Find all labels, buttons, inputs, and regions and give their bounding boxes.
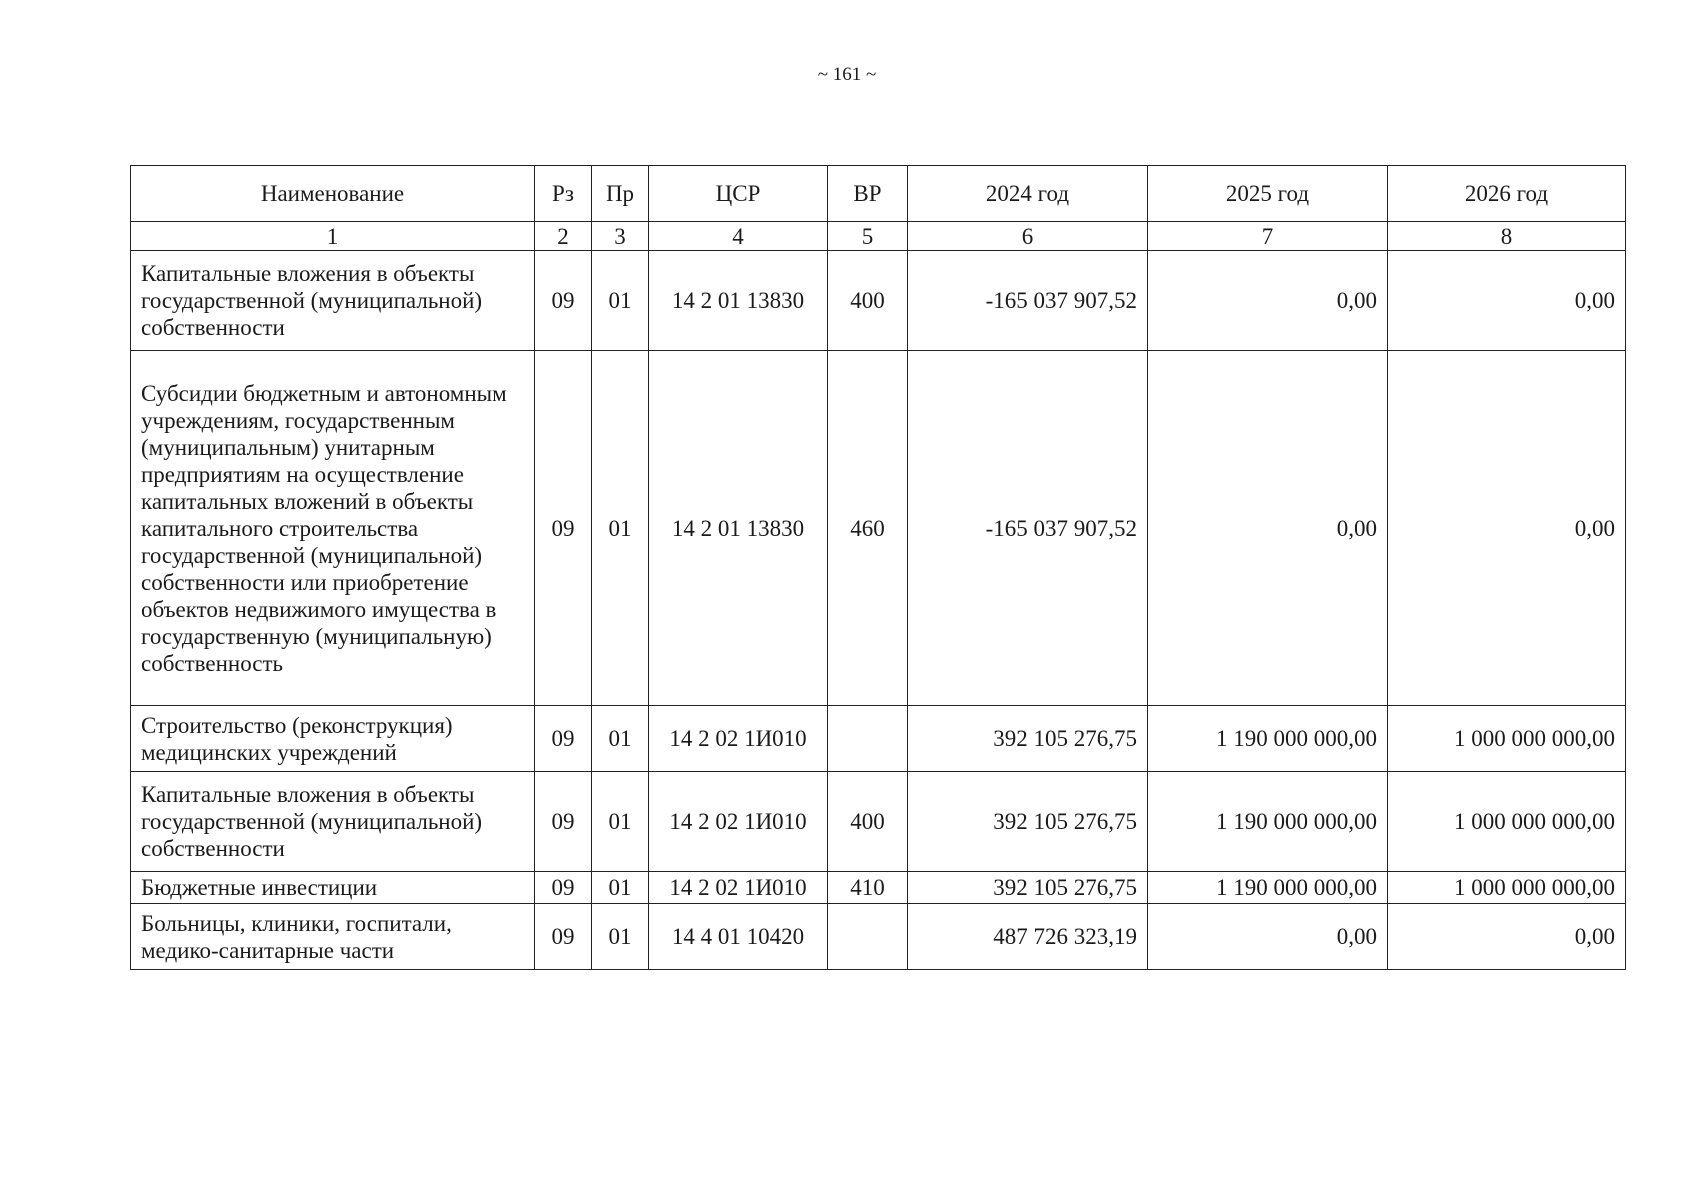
row-csr: 14 2 01 13830 (649, 251, 828, 351)
table-row (131, 706, 1626, 772)
row-pr: 01 (592, 904, 649, 970)
row-2026: 0,00 (1388, 904, 1626, 970)
row-2024: -165 037 907,52 (908, 251, 1148, 351)
row-2025: 0,00 (1148, 904, 1388, 970)
row-pr: 01 (592, 251, 649, 351)
row-rz: 09 (535, 351, 592, 706)
row-2026: 0,00 (1388, 351, 1626, 706)
row-2024: 392 105 276,75 (908, 872, 1148, 904)
row-pr: 01 (592, 706, 649, 772)
row-2024: 392 105 276,75 (908, 706, 1148, 772)
column-number: 8 (1388, 222, 1626, 251)
header-name: Наименование (131, 166, 535, 222)
column-number: 2 (535, 222, 592, 251)
row-name: Капитальные вложения в объекты государственной (муниципальной) собственности (131, 772, 535, 872)
row-pr: 01 (592, 772, 649, 872)
row-csr: 14 2 02 1И010 (649, 706, 828, 772)
row-pr: 01 (592, 872, 649, 904)
row-csr: 14 2 01 13830 (649, 351, 828, 706)
row-vr: 460 (828, 351, 908, 706)
table-row (131, 251, 1626, 351)
row-name: Бюджетные инвестиции (131, 872, 535, 904)
row-csr: 14 2 02 1И010 (649, 772, 828, 872)
row-rz: 09 (535, 706, 592, 772)
column-number: 4 (649, 222, 828, 251)
row-2024: 392 105 276,75 (908, 772, 1148, 872)
row-vr: 400 (828, 772, 908, 872)
column-number: 7 (1148, 222, 1388, 251)
row-2025: 1 190 000 000,00 (1148, 872, 1388, 904)
row-name: Больницы, клиники, госпитали, медико-санитарные части (131, 904, 535, 970)
row-pr: 01 (592, 351, 649, 706)
row-rz: 09 (535, 904, 592, 970)
header-rz: Рз (535, 166, 592, 222)
row-2026: 1 000 000 000,00 (1388, 706, 1626, 772)
column-number: 3 (592, 222, 649, 251)
row-2025: 0,00 (1148, 351, 1388, 706)
row-2025: 1 190 000 000,00 (1148, 772, 1388, 872)
row-name: Субсидии бюджетным и автономным учреждениям, государственным (муниципальным) унитарным предприятиям на осуществление капитальных вложений в объекты капитального строительства государственной (муниципальной) собственности или приобретение объектов недвижимого имущества в государственную (муниципальную) собственность (131, 351, 535, 706)
header-pr: Пр (592, 166, 649, 222)
row-rz: 09 (535, 251, 592, 351)
row-2024: -165 037 907,52 (908, 351, 1148, 706)
table-row (131, 872, 1626, 904)
column-number-row (131, 222, 1626, 251)
header-vr: ВР (828, 166, 908, 222)
header-row (131, 166, 1626, 222)
row-name: Капитальные вложения в объекты государственной (муниципальной) собственности (131, 251, 535, 351)
column-number: 1 (131, 222, 535, 251)
header-2024: 2024 год (908, 166, 1148, 222)
row-vr (828, 706, 908, 772)
row-csr: 14 2 02 1И010 (649, 872, 828, 904)
column-number: 5 (828, 222, 908, 251)
row-2025: 0,00 (1148, 251, 1388, 351)
table-row (131, 772, 1626, 872)
row-vr: 400 (828, 251, 908, 351)
row-rz: 09 (535, 872, 592, 904)
row-2024: 487 726 323,19 (908, 904, 1148, 970)
row-2026: 1 000 000 000,00 (1388, 772, 1626, 872)
header-2025: 2025 год (1148, 166, 1388, 222)
row-rz: 09 (535, 772, 592, 872)
row-vr (828, 904, 908, 970)
table-row (131, 904, 1626, 970)
row-name: Строительство (реконструкция) медицинских учреждений (131, 706, 535, 772)
row-2025: 1 190 000 000,00 (1148, 706, 1388, 772)
budget-table (130, 165, 1626, 970)
page-number: ~ 161 ~ (817, 64, 877, 85)
column-number: 6 (908, 222, 1148, 251)
row-2026: 1 000 000 000,00 (1388, 872, 1626, 904)
row-csr: 14 4 01 10420 (649, 904, 828, 970)
row-2026: 0,00 (1388, 251, 1626, 351)
table-row (131, 351, 1626, 706)
header-csr: ЦСР (649, 166, 828, 222)
header-2026: 2026 год (1388, 166, 1626, 222)
row-vr: 410 (828, 872, 908, 904)
